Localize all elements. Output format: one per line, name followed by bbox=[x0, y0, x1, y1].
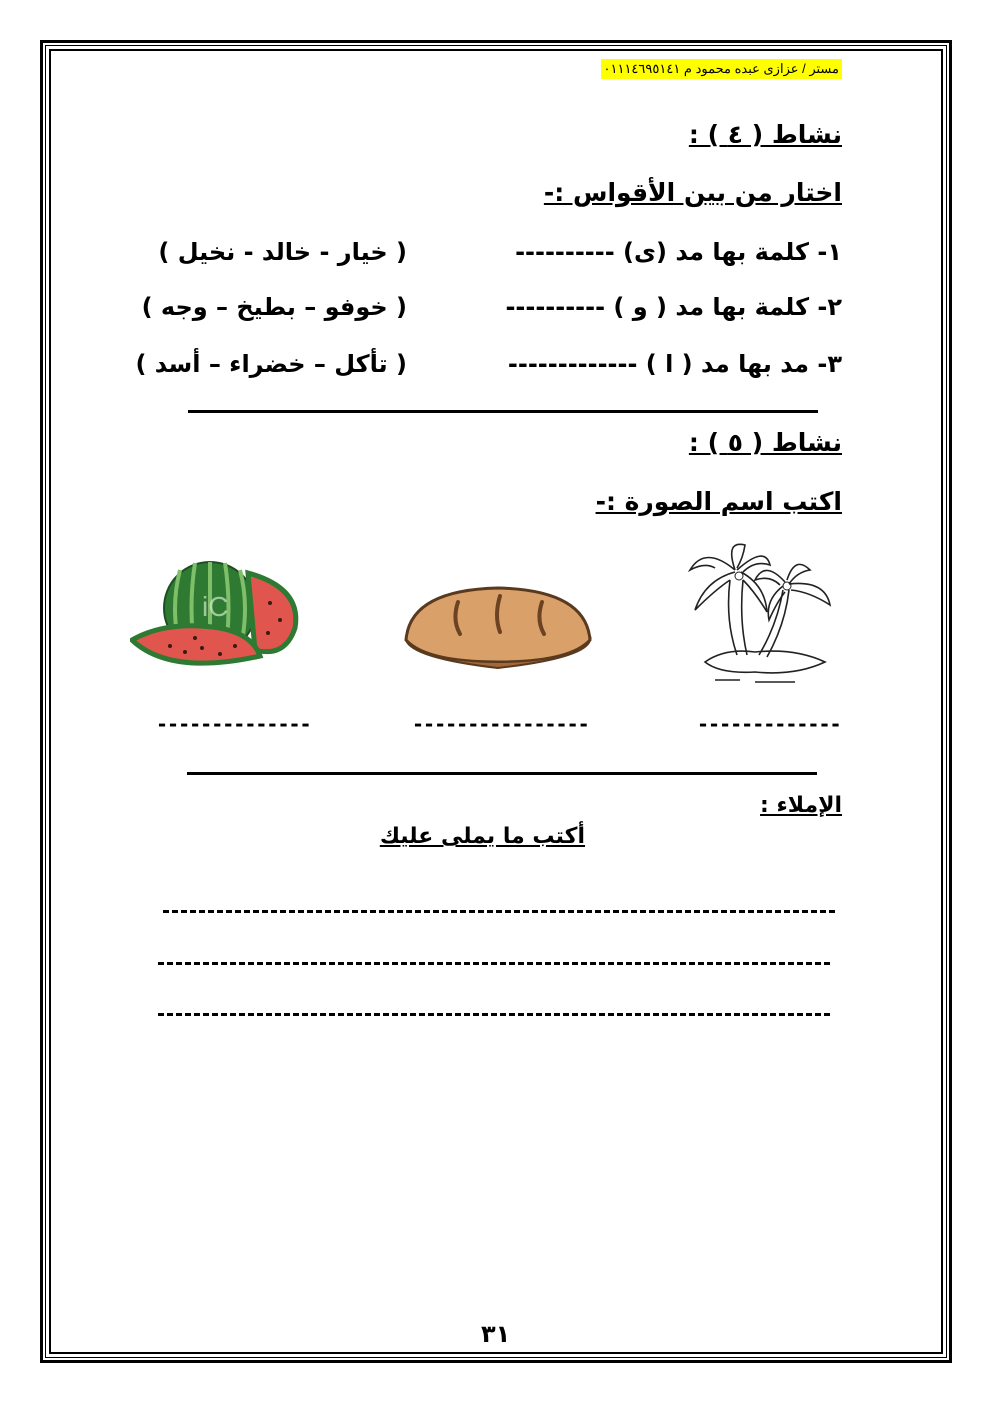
picture-answer-blank-2[interactable]: ---------------- bbox=[412, 712, 589, 736]
activity4-options-2: ( خوفو – بطيخ – وجه ) bbox=[141, 293, 407, 321]
activity4-options-3: ( تأكل – خضراء – أسد ) bbox=[135, 350, 407, 378]
watermark-text: iC bbox=[202, 591, 229, 622]
watermelon-icon bbox=[130, 558, 310, 678]
activity5-title: نشاط ( ٥ ) : bbox=[688, 428, 842, 457]
section-divider-1 bbox=[188, 410, 818, 413]
page-number: ٣١ bbox=[481, 1320, 511, 1348]
activity4-options-1: ( خيار - خالد - نخيل ) bbox=[158, 238, 407, 266]
dictation-title: الإملاء : bbox=[760, 793, 842, 818]
activity4-instruction: اختار من بين الأقواس :- bbox=[543, 178, 842, 207]
writing-line-2[interactable] bbox=[158, 962, 830, 965]
activity4-item-2: ٢- كلمة بها مد ( و ) ---------- bbox=[505, 293, 842, 321]
palm-trees-icon bbox=[685, 540, 835, 685]
author-line: مستر / عزازى عبده محمود م ٠١١١٤٦٩٥١٤١ bbox=[601, 59, 843, 79]
dictation-instruction: أكتب ما يملى عليك bbox=[379, 824, 585, 849]
bread-icon bbox=[400, 582, 595, 672]
activity5-instruction: اكتب اسم الصورة :- bbox=[595, 487, 842, 516]
activity4-item-3: ٣- مد بها مد ( ا ) ------------- bbox=[507, 350, 842, 378]
section-divider-2 bbox=[187, 772, 817, 775]
activity4-item-1: ١- كلمة بها مد (ى) ---------- bbox=[515, 238, 842, 266]
writing-line-3[interactable] bbox=[158, 1013, 830, 1016]
activity4-title: نشاط ( ٤ ) : bbox=[688, 120, 842, 149]
writing-line-1[interactable] bbox=[163, 910, 835, 913]
picture-answer-blank-1[interactable]: ------------- bbox=[697, 712, 841, 736]
picture-answer-blank-3[interactable]: -------------- bbox=[156, 712, 311, 736]
